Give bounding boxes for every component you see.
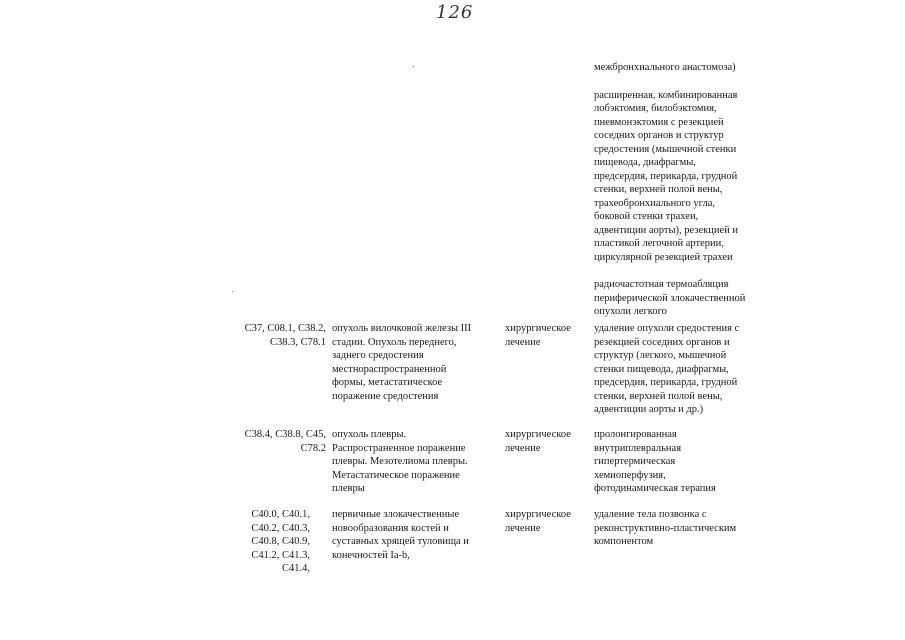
diagnosis-line: первичные злокачественные bbox=[332, 509, 460, 520]
treatment-method-cell bbox=[594, 428, 716, 496]
method-line: периферической злокачественной bbox=[594, 292, 746, 304]
icd-code-line: С41.4, bbox=[281, 563, 310, 574]
icd-code-line: С40.0, С40.1, bbox=[251, 509, 310, 520]
method-line: структур (легкого, мышечной bbox=[594, 350, 727, 361]
treatment-type-cell bbox=[505, 508, 571, 535]
icd-code-line: С41.2, С41.3, bbox=[251, 549, 310, 561]
method-line: реконструктивно-пластическим bbox=[594, 522, 737, 534]
method-line: резекцией соседних органов и bbox=[594, 336, 730, 348]
treatment-type-cell bbox=[505, 428, 571, 455]
method-line: внутриплевральная bbox=[594, 442, 682, 454]
scan-speck bbox=[232, 291, 233, 292]
diagnosis-cell bbox=[332, 508, 469, 562]
method-line: боковой стенки трахеи, bbox=[594, 211, 699, 222]
method-line: соседних органов и структур bbox=[594, 130, 724, 141]
icd-code-cell bbox=[222, 322, 326, 349]
diagnosis-line: конечностей Ia-b, bbox=[332, 549, 410, 561]
diagnosis-line: суставных хрящей туловища и bbox=[332, 536, 469, 547]
method-line: стенки пищевода, диафрагмы, bbox=[594, 363, 729, 375]
diagnosis-cell bbox=[332, 428, 468, 496]
icd-code-line: С40.8, С40.9, bbox=[251, 536, 310, 547]
method-line: циркулярной резекцией трахеи bbox=[594, 251, 733, 263]
method-line: стенки, верхней полой вены, bbox=[594, 184, 723, 195]
treatment-method-cell bbox=[594, 322, 739, 417]
diagnosis-line: опухоль вилочковой железы III bbox=[332, 323, 472, 334]
diagnosis-line: формы, метастатическое bbox=[332, 377, 443, 388]
method-line: радиочастотная термоабляция bbox=[594, 279, 729, 290]
method-line: средостения (мышечной стенки bbox=[594, 143, 737, 155]
method-line: адвентиции аорты и др.) bbox=[594, 404, 704, 415]
treatment-line: лечение bbox=[505, 442, 541, 454]
treatment-line: хирургическое bbox=[505, 323, 571, 334]
diagnosis-line: новообразования костей и bbox=[332, 522, 449, 534]
method-line: предсердия, перикарда, грудной bbox=[594, 170, 738, 182]
method-line: компонентом bbox=[594, 536, 654, 547]
diagnosis-line: поражение средостения bbox=[332, 390, 439, 402]
diagnosis-line: стадии. Опухоль переднего, bbox=[332, 336, 457, 348]
diagnosis-cell bbox=[332, 322, 471, 403]
method-line: пневмонэктомия с резекцией bbox=[594, 116, 724, 128]
scan-speck bbox=[413, 66, 414, 67]
method-line: хемиоперфузия, bbox=[594, 469, 666, 481]
method-line: удаление тела позвонка с bbox=[594, 509, 707, 520]
diagnosis-line: местнораспространенной bbox=[332, 363, 447, 375]
diagnosis-line: плевры bbox=[332, 483, 365, 494]
method-line: адвентиции аорты), резекцией и bbox=[594, 224, 738, 236]
method-line: пищевода, диафрагмы, bbox=[594, 157, 696, 168]
icd-code-line: С78.2 bbox=[300, 442, 326, 454]
icd-code-cell bbox=[222, 508, 310, 576]
paragraph-gap bbox=[594, 264, 745, 278]
treatment-type-cell bbox=[505, 322, 571, 349]
method-line: лобэктомия, билобэктомия, bbox=[594, 103, 717, 114]
method-line: пластикой легочной артерии, bbox=[594, 238, 724, 249]
icd-code-line: С38.4, С38.8, С45, bbox=[244, 429, 326, 440]
method-line: трахеобронхиального угла, bbox=[594, 197, 715, 209]
diagnosis-line: заднего средостения bbox=[332, 350, 424, 361]
icd-code-line: С40.2, С40.3, bbox=[251, 522, 310, 534]
diagnosis-line: плевры. Мезотелиома плевры. bbox=[332, 456, 468, 467]
icd-code-line: С38.3, С78.1 bbox=[269, 336, 326, 348]
treatment-line: лечение bbox=[505, 336, 541, 348]
paragraph-gap bbox=[594, 75, 745, 89]
treatment-method-cell bbox=[594, 508, 736, 549]
diagnosis-line: Метастатическое поражение bbox=[332, 469, 460, 481]
treatment-line: хирургическое bbox=[505, 429, 571, 440]
method-line: гипертермическая bbox=[594, 456, 676, 467]
method-line: межбронхиального анастомоза) bbox=[594, 62, 736, 73]
continuation-method-cell bbox=[594, 61, 745, 319]
method-line: предсердия, перикарда, грудной bbox=[594, 377, 738, 388]
icd-code-line: С37, С08.1, С38.2, bbox=[244, 323, 326, 334]
method-line: удаление опухоли средостения с bbox=[594, 323, 740, 334]
diagnosis-line: Распространенное поражение bbox=[332, 442, 466, 454]
method-line: расширенная, комбинированная bbox=[594, 89, 738, 101]
method-line: пролонгированная bbox=[594, 429, 677, 440]
icd-code-cell bbox=[222, 428, 326, 455]
treatment-line: лечение bbox=[505, 522, 541, 534]
method-line: стенки, верхней полой вены, bbox=[594, 390, 723, 402]
treatment-line: хирургическое bbox=[505, 509, 571, 520]
method-line: фотодинамическая терапия bbox=[594, 483, 716, 494]
method-line: опухоли легкого bbox=[594, 306, 667, 317]
page-number: 126 bbox=[436, 2, 474, 23]
diagnosis-line: опухоль плевры. bbox=[332, 429, 407, 440]
